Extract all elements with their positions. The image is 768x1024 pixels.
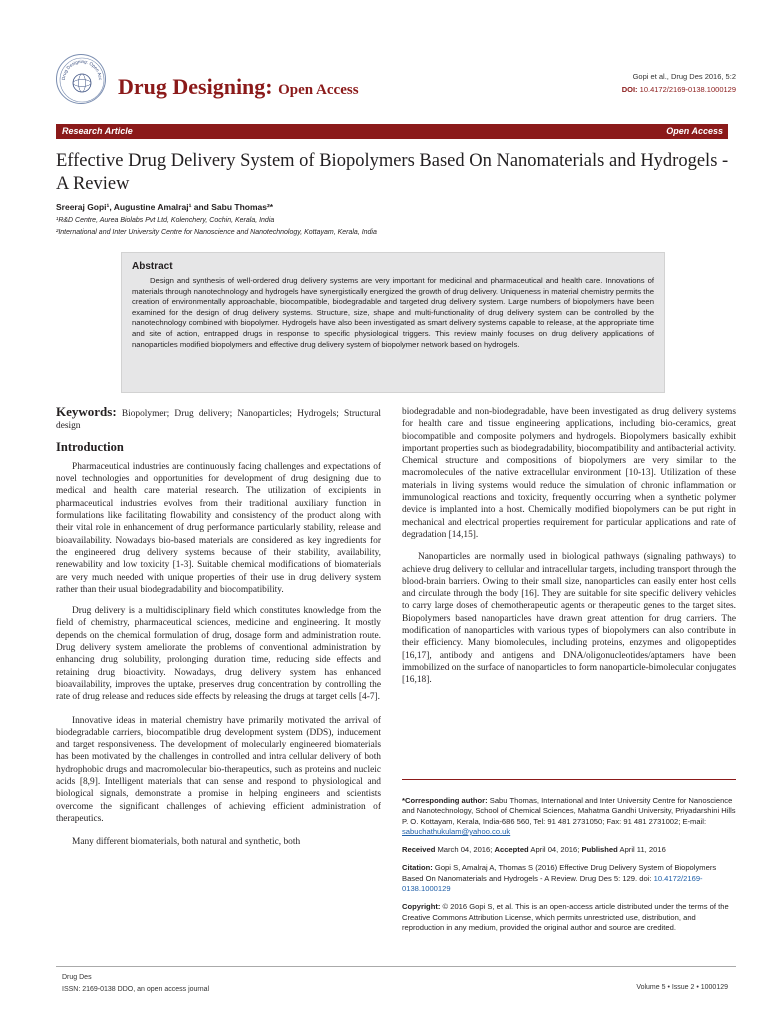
copyright-text: © 2016 Gopi S, et al. This is an open-access article distributed under the terms of the Creative Commons Attribution License, which permits unrestricted use, distribution, and reproduction in any medium, provided the original author and source are credited. [402, 902, 729, 932]
footer-divider [56, 966, 736, 967]
abstract-text: Design and synthesis of well-ordered drug delivery systems are very important for medicinal and pharmaceutical and health care. Innovations of materials through nanotechnology and hydrogels have synergistically energized the growth of drug delivery. Uniqueness in material chemistry permits the creation of environmentally approachable, biocompatible, biodegradable and targeted drug delivery system. Large numbers of biopolymers have been examined for the design of drug delivery systems. Structure, size, shape and multi-functionality of drug delivery system can be controlled by the nanotechnology combined with biopolymer. Hydrogels have also been investigated as smart delivery systems capable to release, at the appropriate time and site of action, entrapped drugs in response to specific physiological triggers. This review mainly focuses on drug delivery applications of nanoparticles modified biopolymers and effective drug delivery system of biopolymer network based on hydrogels. [132, 276, 654, 349]
intro-heading: Introduction [56, 439, 124, 454]
received-label: Received [402, 845, 436, 855]
article-type-bar [56, 124, 728, 139]
keywords [56, 406, 381, 433]
article-dates [402, 845, 736, 855]
paragraph: Drug delivery is a multidisciplinary field which constitutes knowledge from the field of chemistry, pharmaceutical sciences, medicine and engineering. It mostly depends on the chemical formulation of drug, dosage form and administration route. Drug delivery system ameliorate the problems of conventional administration by enhancing drug solubility, prolonging duration time, reducing side effects and retaining drug bioactivity. Nowadays, drug delivery system has enhanced bioavailability, improves the uptake, preserves drug concentration by controlling the rate of drug release and reduces side effects by releasing the drugs at target cells [4-7]. [56, 606, 381, 703]
journal-header [56, 54, 736, 110]
paragraph: Pharmaceutical industries are continuously facing challenges and expectations of novel technologies and opportunities for development of drug designing due to medical and health care material research. The utilization of excipients in pharmaceutical industries evolves from their traditional auxiliary function in formulations like facilitating flowability and consistency of the product along with their vital role in enhancement of drug performance particularly stability, release and bioavailability. Nowadays bio-based materials are considered as key ingredients for the engineered drug delivery systems because of their stability, availability, renewability and low toxicity [1-3]. Suitable chemical modifications of biomaterials are very much needed with unique properties of their use in drug delivery system rather than their usual biodegradability and biocompatibility. [56, 461, 381, 595]
journal-access: Open Access [278, 82, 359, 98]
paragraph: Many different biomaterials, both natural and synthetic, both [72, 837, 301, 848]
open-access-label: Open Access [666, 126, 723, 136]
paragraph: Innovative ideas in material chemistry have primarily motivated the arrival of biodegradable carriers, biocompatible drug development system (DDS), inducement and target responsiveness. The development of molecularly engineered biomaterials has been motivated by the challenges in controlled and intra cellular delivery of both hydrophobic drugs and macromolecular bio-therapeutics, such as proteins and nucleic acids [8,9]. Intelligent materials that can sense and respond to physiological and biological signals, demonstrate a promise in helping engineers and scientists overcome the significant challenges of achieving efficient administration of therapeutics. [56, 715, 381, 824]
doi-link[interactable]: 10.4172/2169-0138.1000129 [639, 85, 736, 94]
citation-block [622, 70, 736, 96]
article-title: Effective Drug Delivery System of Biopolymers Based On Nanomaterials and Hydrogels - A Review [56, 151, 729, 194]
affiliation-2: ²International and Inter University Centre for Nanoscience and Nanotechnology, Kottayam, Kerala, India [56, 229, 377, 236]
accepted-label: Accepted [494, 845, 529, 855]
published-label: Published [581, 845, 618, 855]
citation-text: Gopi et al., Drug Des 2016, 5:2 [632, 72, 736, 81]
keywords-label: Keywords: [56, 404, 117, 419]
published-date: April 11, 2016 [619, 845, 666, 855]
citation-note [402, 863, 736, 894]
footer-issn: ISSN: 2169-0138 DDO, an open access journal [62, 986, 210, 993]
article-authors: Sreeraj Gopi¹, Augustine Amalraj¹ and Sabu Thomas²* [56, 202, 274, 212]
left-column [56, 406, 381, 858]
footer-left [62, 972, 209, 996]
paragraph: Nanoparticles are normally used in biological pathways (signaling pathways) to achieve drug delivery to cellular and intracellular targets, including transport through the blood-brain barriers. Owing to their small size, nanoparticles can easily enter host cells and circulate through the body [16]. They are suitable for site specific delivery vehicles to carry large doses of chemotherapeutic agents or therapeutic genes to the target sites. Biopolymers based nanoparticles have drawn great attention for drug carriers. The modification of nanoparticles with various types of biopolymers can also contribute in their efficiency. Many biomolecules, including proteins, enzymes and oligopeptides [16,17], antibody and antigens and DNA/oligonucleotides/aptamers have been immobilized on the surface of nanoparticles to form nanoparticle-bimolecular conjugates [16,18]. [402, 552, 736, 686]
corresponding-author-text: Sabu Thomas, International and Inter University Centre for Nanoscience and Nanotechnology, School of Chemical Sciences, Mahatma Gandhi University, Priyadarshini Hills P. O. Kottayam, Kerala, India-686 560, Tel: 91 481 2731050; Fax: 91 481 2731002; E-mail: [402, 796, 736, 826]
corresponding-author [402, 796, 736, 837]
copyright-note [402, 902, 736, 933]
abstract-heading: Abstract [132, 261, 173, 272]
correspondence-block [402, 779, 736, 941]
journal-title [118, 74, 359, 100]
abstract-box [121, 252, 665, 393]
author-email-link[interactable]: sabuchathukulam@yahoo.co.uk [402, 826, 511, 836]
journal-logo-icon [56, 54, 106, 104]
footer-journal: Drug Des [62, 974, 92, 981]
doi-label: DOI: [621, 85, 638, 94]
corresponding-author-label: *Corresponding author: [402, 796, 488, 805]
journal-name: Drug Designing: [118, 74, 273, 99]
affiliation-1: ¹R&D Centre, Aurea Biolabs Pvt Ltd, Kolenchery, Cochin, Kerala, India [56, 217, 275, 224]
keywords-text: Biopolymer; Drug delivery; Nanoparticles; Hydrogels; Structural design [56, 409, 382, 432]
paragraph: biodegradable and non-biodegradable, have been investigated as drug delivery systems for health care and tissue engineering applications, including bio-ceramics, great biocompatible and composite polymers and hydrogels. Biopolymers basically exhibit important properties such as biodegradability, biocompatibility and antibacterial activity. Chemical structure and compositions of biopolymers are very similar to the macromolecules of the native extracellular environment [10-13]. Utilization of these materials in living systems would reduce the simulation of chronic inflammation or immunological reactions and toxicity, frequently occurring when a synthetic polymer device is implanted into a host. Chemically modified biopolymers can be put right in mechanical and electrical properties requirement for particular applications and rate of degradation [14,15]. [402, 407, 736, 540]
accepted-date: April 04, 2016; [530, 845, 580, 855]
citation-doi-link[interactable]: 10.4172/2169-0138.1000129 [402, 873, 703, 894]
citation-label: Citation: [402, 863, 433, 873]
right-column [402, 406, 736, 696]
citation-note-text: Gopi S, Amalraj A, Thomas S (2016) Effective Drug Delivery System of Biopolymers Based On Nanomaterials and Hydrogels - A Review. Drug Des 5: 129. doi: [402, 863, 717, 883]
footer-issue: Volume 5 • Issue 2 • 1000129 [636, 984, 728, 991]
copyright-label: Copyright: [402, 902, 441, 912]
svg-text:Drug Designing: Open Access: Drug Designing: Open Acc [60, 58, 104, 81]
article-type-label: Research Article [62, 126, 133, 136]
received-date: March 04, 2016; [437, 845, 493, 855]
